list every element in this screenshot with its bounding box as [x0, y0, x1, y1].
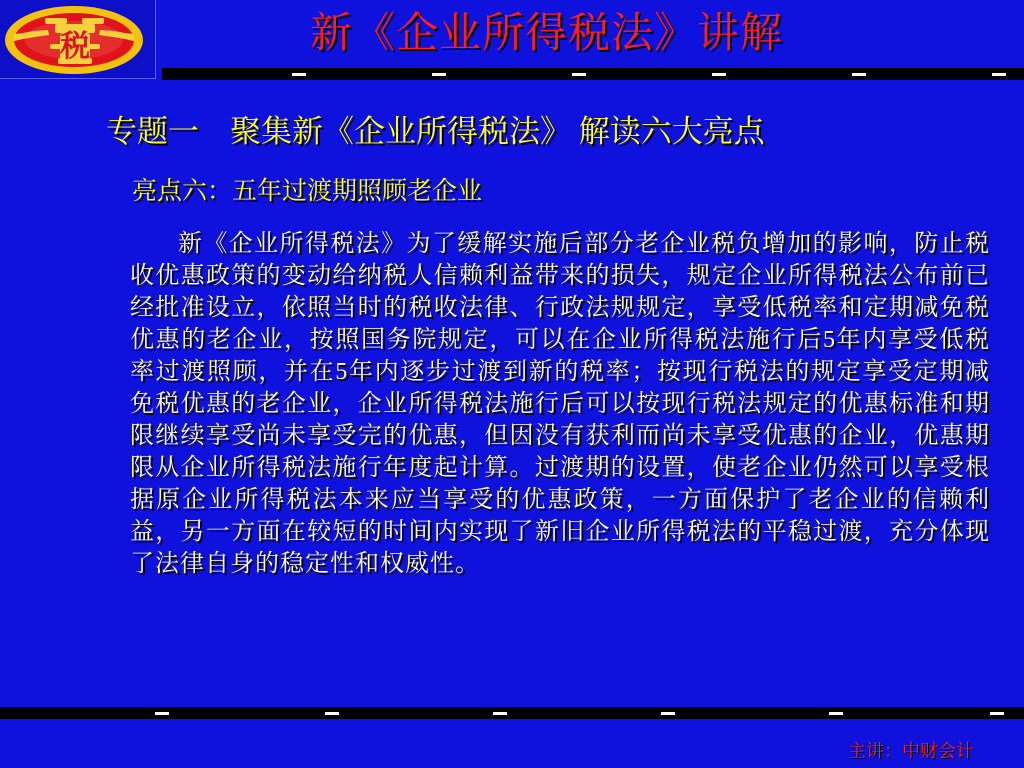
divider-dash	[852, 73, 866, 76]
divider-dash	[990, 712, 1004, 715]
divider-dash	[155, 712, 169, 715]
section-heading: 亮点六：五年过渡期照顾老企业	[132, 178, 483, 205]
divider-dash	[572, 73, 586, 76]
divider-dash	[325, 712, 339, 715]
divider-dash	[829, 712, 843, 715]
tax-emblem-icon	[0, 0, 155, 78]
slide-title: 新《企业所得税法》讲解	[310, 11, 784, 57]
divider-dash	[432, 73, 446, 76]
slide-subtitle: 专题一 聚集新《企业所得税法》 解读六大亮点	[106, 114, 765, 149]
top-divider	[162, 68, 1024, 80]
logo	[0, 0, 156, 79]
divider-dash	[661, 712, 675, 715]
divider-dash	[493, 712, 507, 715]
divider-dash	[712, 73, 726, 76]
bottom-divider	[0, 707, 1024, 719]
presenter-credit: 主讲：中财会计	[848, 741, 974, 761]
body-paragraph: 新《企业所得税法》为了缓解实施后部分老企业税负增加的影响，防止税收优惠政策的变动给纳税人信赖利益带来的损失，规定企业所得税法公布前已经批准设立，依照当时的税收法律、行政法规规定，享受低税率和定期减免税优惠的老企业，按照国务院规定，可以在企业所得税法施行后5年内享受低税率过渡照顾，并在5年内逐步过渡到新的税率；按现行税法的规定享受定期减免税优惠的老企业，企业所得税法施行后可以按现行税法规定的优惠标准和期限继续享受尚未享受完的优惠，但因没有获利而尚未享受优惠的企业，优惠期限从企业所得税法施行年度起计算。过渡期的设置，使老企业仍然可以享受根据原企业所得税法本来应当享受的优惠政策，一方面保护了老企业的信赖利益，另一方面在较短的时间内实现了新旧企业所得税法的平稳过渡，充分体现了法律自身的稳定性和权威性。	[130, 231, 990, 577]
logo-character: 税	[60, 30, 90, 63]
divider-dash	[292, 73, 306, 76]
divider-dash	[992, 73, 1006, 76]
